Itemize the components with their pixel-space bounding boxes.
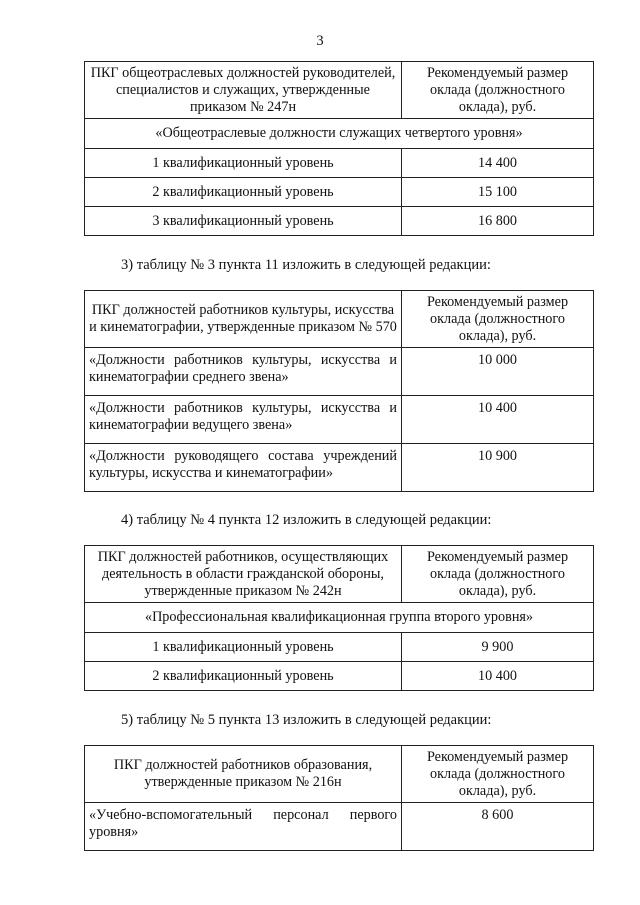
table-header — [85, 62, 594, 119]
header-salary: Рекомендуемый размер оклада (должностного оклада), руб. — [402, 546, 594, 603]
salary-value: 10 900 — [402, 444, 594, 492]
table-row — [85, 662, 594, 691]
group-name: «Должности руководящего состава учреждений культуры, искусства и кинематографии» — [85, 444, 402, 492]
group-label: «Общеотраслевые должности служащих четвертого уровня» — [85, 119, 594, 149]
salary-value: 8 600 — [402, 803, 594, 851]
group-name: «Должности работников культуры, искусства и кинематографии среднего звена» — [85, 348, 402, 396]
level-name: 2 квалификационный уровень — [85, 662, 402, 691]
group-name: «Должности работников культуры, искусства и кинематографии ведущего звена» — [85, 396, 402, 444]
header-pkg: ПКГ общеотраслевых должностей руководителей, специалистов и служащих, утвержденные приказом № 247н — [85, 62, 402, 119]
table-row — [85, 444, 594, 492]
group-label: «Профессиональная квалификационная группа второго уровня» — [85, 603, 594, 633]
table-row — [85, 396, 594, 444]
paragraph-3: 3) таблицу № 3 пункта 11 изложить в следующей редакции: — [121, 257, 491, 273]
salary-table-education — [84, 745, 594, 851]
salary-value: 10 000 — [402, 348, 594, 396]
salary-table-civil-defense — [84, 545, 594, 691]
salary-value: 9 900 — [402, 633, 594, 662]
header-pkg: ПКГ должностей работников культуры, искусства и кинематографии, утвержденные приказом № 570 — [85, 291, 402, 348]
header-pkg: ПКГ должностей работников образования, утвержденные приказом № 216н — [85, 746, 402, 803]
table-row — [85, 348, 594, 396]
table-row — [85, 178, 594, 207]
table-header — [85, 546, 594, 603]
level-name: 3 квалификационный уровень — [85, 207, 402, 236]
level-name: 2 квалификационный уровень — [85, 178, 402, 207]
header-salary: Рекомендуемый размер оклада (должностного оклада), руб. — [402, 62, 594, 119]
salary-value: 15 100 — [402, 178, 594, 207]
header-salary: Рекомендуемый размер оклада (должностного оклада), руб. — [402, 291, 594, 348]
paragraph-5: 5) таблицу № 5 пункта 13 изложить в следующей редакции: — [121, 712, 492, 728]
table-row — [85, 633, 594, 662]
salary-value: 14 400 — [402, 149, 594, 178]
level-name: 1 квалификационный уровень — [85, 633, 402, 662]
table-row — [85, 207, 594, 236]
salary-table-culture — [84, 290, 594, 492]
level-name: 1 квалификационный уровень — [85, 149, 402, 178]
group-name: «Учебно-вспомогательный персонал первого уровня» — [85, 803, 402, 851]
page-number: 3 — [316, 33, 324, 49]
table-row — [85, 803, 594, 851]
header-pkg: ПКГ должностей работников, осуществляющих деятельность в области гражданской обороны, утвержденные приказом № 242н — [85, 546, 402, 603]
table-header — [85, 746, 594, 803]
table-header — [85, 291, 594, 348]
group-row — [85, 119, 594, 149]
table-row — [85, 149, 594, 178]
salary-value: 10 400 — [402, 396, 594, 444]
salary-value: 16 800 — [402, 207, 594, 236]
salary-table-general — [84, 61, 594, 236]
salary-value: 10 400 — [402, 662, 594, 691]
header-salary: Рекомендуемый размер оклада (должностного оклада), руб. — [402, 746, 594, 803]
paragraph-4: 4) таблицу № 4 пункта 12 изложить в следующей редакции: — [121, 512, 492, 528]
group-row — [85, 603, 594, 633]
